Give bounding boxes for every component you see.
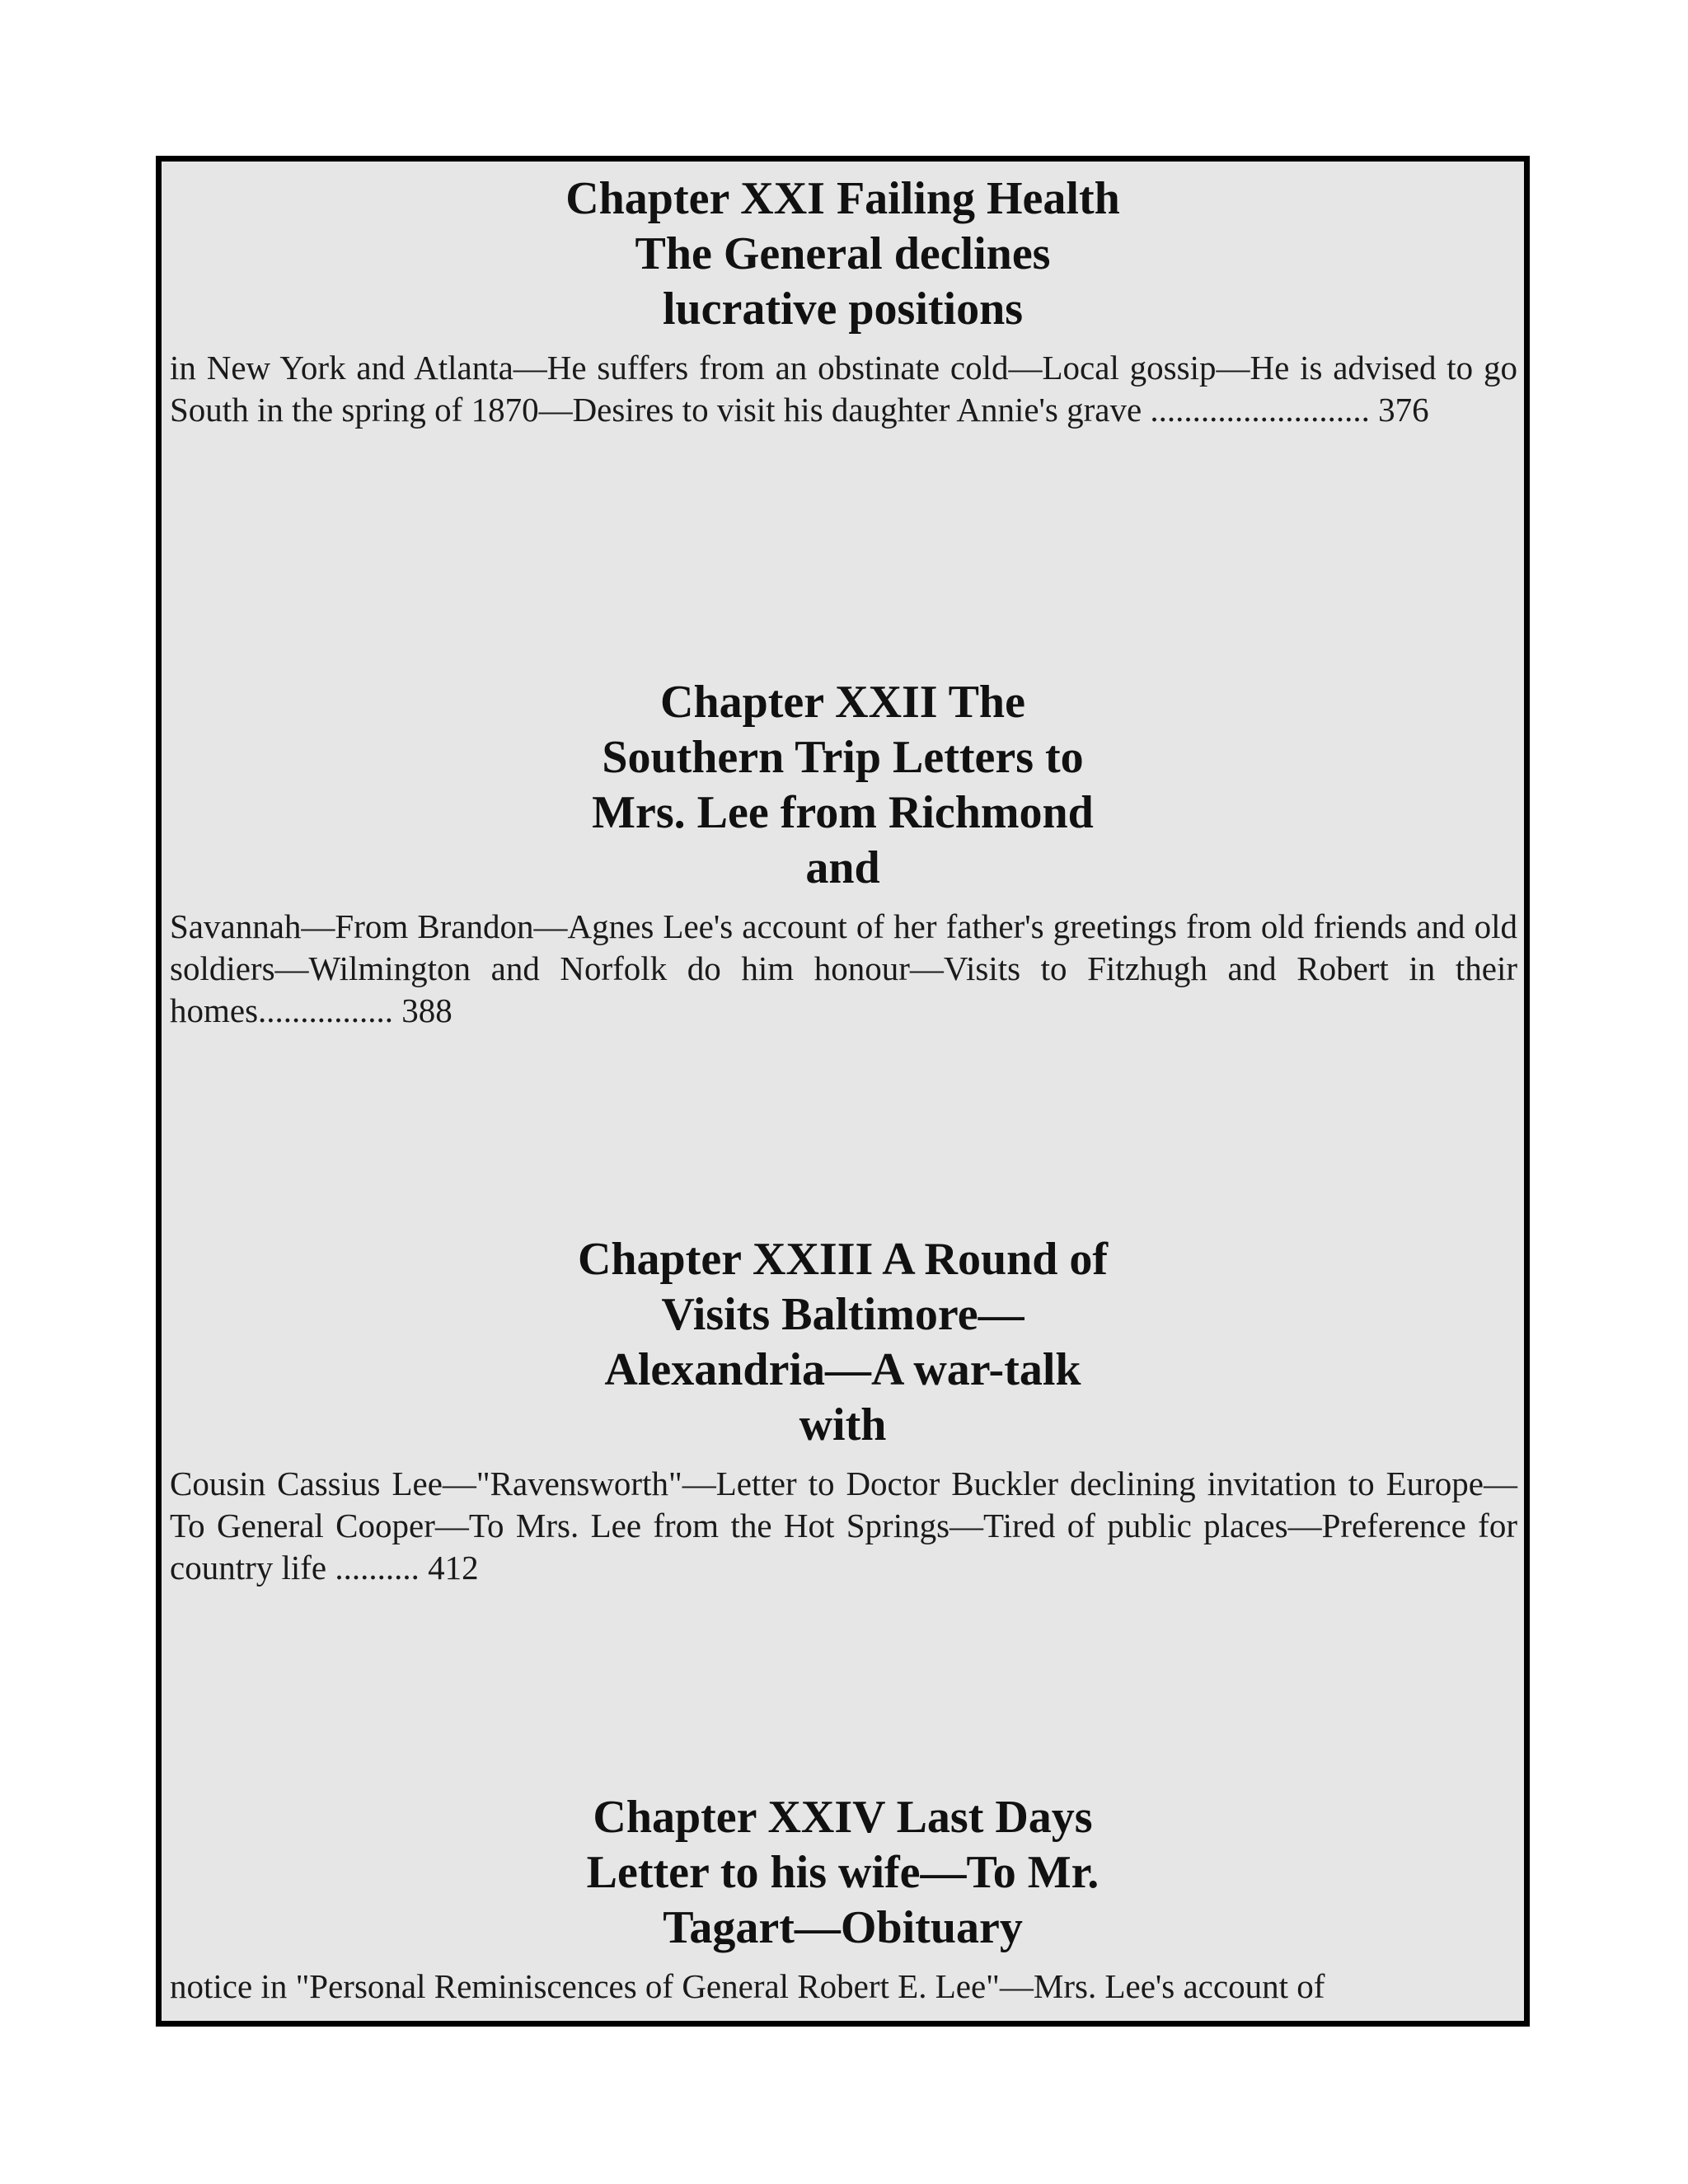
chapter-title	[530, 1232, 1156, 1453]
chapter-xxi	[162, 171, 1524, 431]
chapter-title-line: lucrative positions	[662, 284, 1024, 335]
chapter-title-line: Chapter XXIII A Round of	[577, 1234, 1109, 1285]
chapter-title	[530, 1790, 1156, 1956]
chapter-summary: in New York and Atlanta—He suffers from an obstinate cold—Local gossip—He is advised to go South in the spring of 1870—Desires to visit his daughter Annie's grave .......................... 376	[170, 349, 1517, 429]
chapter-title-line: The General declines	[635, 228, 1051, 279]
chapter-title-line: Chapter XXI Failing Health	[565, 173, 1120, 224]
chapter-summary: Cousin Cassius Lee—"Ravensworth"—Letter to Doctor Buckler declining invitation to Europe—To General Cooper—To Mrs. Lee from the Hot Springs—Tired of public places—Preference for country life .......... 412	[170, 1465, 1517, 1586]
chapter-title-line: and	[805, 842, 880, 893]
chapter-title	[530, 171, 1156, 337]
chapter-summary: Savannah—From Brandon—Agnes Lee's account of her father's greetings from old friends and old soldiers—Wilmington and Norfolk do him honour—Visits to Fitzhugh and Robert in their homes................ 388	[170, 907, 1517, 1029]
chapter-title-line: Chapter XXIV Last Days	[593, 1792, 1093, 1843]
chapter-xxii	[162, 675, 1524, 1032]
chapter-title-line: Mrs. Lee from Richmond	[592, 787, 1094, 838]
chapter-title	[530, 675, 1156, 896]
chapter-title-line: Letter to his wife—To Mr.	[586, 1847, 1100, 1898]
chapter-summary: notice in "Personal Reminiscences of General Robert E. Lee"—Mrs. Lee's account of	[170, 1967, 1325, 2005]
chapter-xxiii	[162, 1232, 1524, 1589]
page-frame	[156, 156, 1530, 2027]
chapter-title-line: with	[799, 1399, 887, 1451]
chapter-title-line: Southern Trip Letters to	[602, 732, 1084, 783]
chapter-title-line: Tagart—Obituary	[663, 1902, 1023, 1953]
chapter-title-line: Visits Baltimore—	[661, 1289, 1025, 1340]
chapter-title-line: Chapter XXII The	[660, 677, 1025, 728]
chapter-title-line: Alexandria—A war-talk	[604, 1344, 1081, 1395]
chapter-xxiv	[162, 1790, 1524, 2008]
